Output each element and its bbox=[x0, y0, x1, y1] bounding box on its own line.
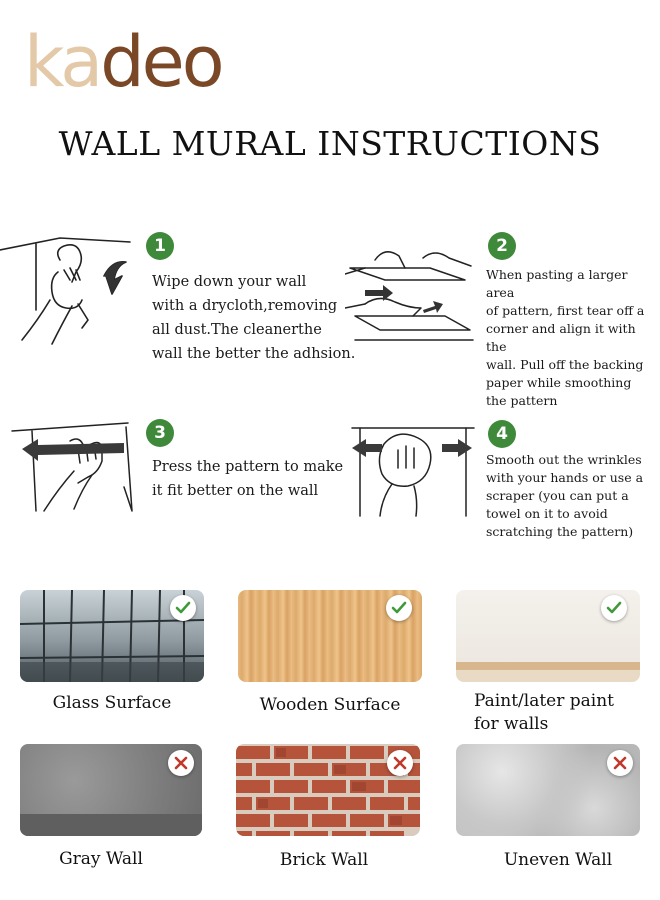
step-3-text: Press the pattern to make it fit better on the wall bbox=[152, 459, 344, 499]
wooden-surface-image bbox=[238, 590, 422, 682]
cross-icon bbox=[395, 758, 405, 768]
kadeo-logo bbox=[24, 22, 294, 102]
uneven-wall-image bbox=[456, 744, 640, 836]
paint-wall-image bbox=[456, 590, 640, 682]
cross-icon bbox=[176, 758, 186, 768]
check-icon bbox=[177, 603, 189, 612]
brick-wall-label: Brick Wall bbox=[279, 850, 369, 870]
step-2-illustration bbox=[345, 238, 480, 348]
cross-badge bbox=[607, 750, 633, 776]
step-2-text: When pasting a larger area of pattern, first tear off a corner and align it with the wall. Pull off the backing paper while smoothing the pattern bbox=[486, 267, 645, 408]
brick-wall-image bbox=[236, 744, 420, 836]
cross-badge bbox=[387, 750, 413, 776]
step-3-illustration bbox=[8, 415, 143, 515]
step-4-text: Smooth out the wrinkles with your hands or use a scraper (you can put a towel on it to avoid scratching the pattern) bbox=[486, 452, 644, 539]
wooden-surface-label: Wooden Surface bbox=[259, 695, 401, 715]
check-badge bbox=[601, 595, 627, 621]
paint-wall-label: Paint/later paint for walls bbox=[474, 691, 614, 734]
glass-surface-label: Glass Surface bbox=[52, 693, 172, 713]
step-1-number: 1 bbox=[146, 232, 174, 260]
check-icon bbox=[608, 603, 620, 612]
step-2-number: 2 bbox=[488, 232, 516, 260]
arrow-shape bbox=[22, 439, 124, 461]
check-badge bbox=[170, 595, 196, 621]
step-4-number: 4 bbox=[488, 420, 516, 448]
gray-wall-image bbox=[20, 744, 202, 836]
arrow-shape bbox=[423, 301, 443, 313]
step-4-illustration bbox=[348, 420, 478, 520]
check-badge bbox=[386, 595, 412, 621]
step-1-illustration bbox=[0, 230, 140, 350]
check-icon bbox=[393, 603, 405, 612]
gray-wall-label: Gray Wall bbox=[59, 849, 143, 869]
page-title: WALL MURAL INSTRUCTIONS bbox=[58, 124, 602, 163]
cross-icon bbox=[615, 758, 625, 768]
step-3-number: 3 bbox=[146, 419, 174, 447]
arrow-shape bbox=[352, 439, 382, 457]
step-1-text: Wipe down your wall with a drycloth,removing all dust.The cleanerthe wall the better the adhsion. bbox=[152, 274, 356, 362]
logo-wordmark: kadeo bbox=[24, 21, 222, 103]
cross-badge bbox=[168, 750, 194, 776]
arrow-shape bbox=[442, 439, 472, 457]
uneven-wall-label: Uneven Wall bbox=[503, 850, 613, 870]
glass-surface-image bbox=[20, 590, 204, 682]
